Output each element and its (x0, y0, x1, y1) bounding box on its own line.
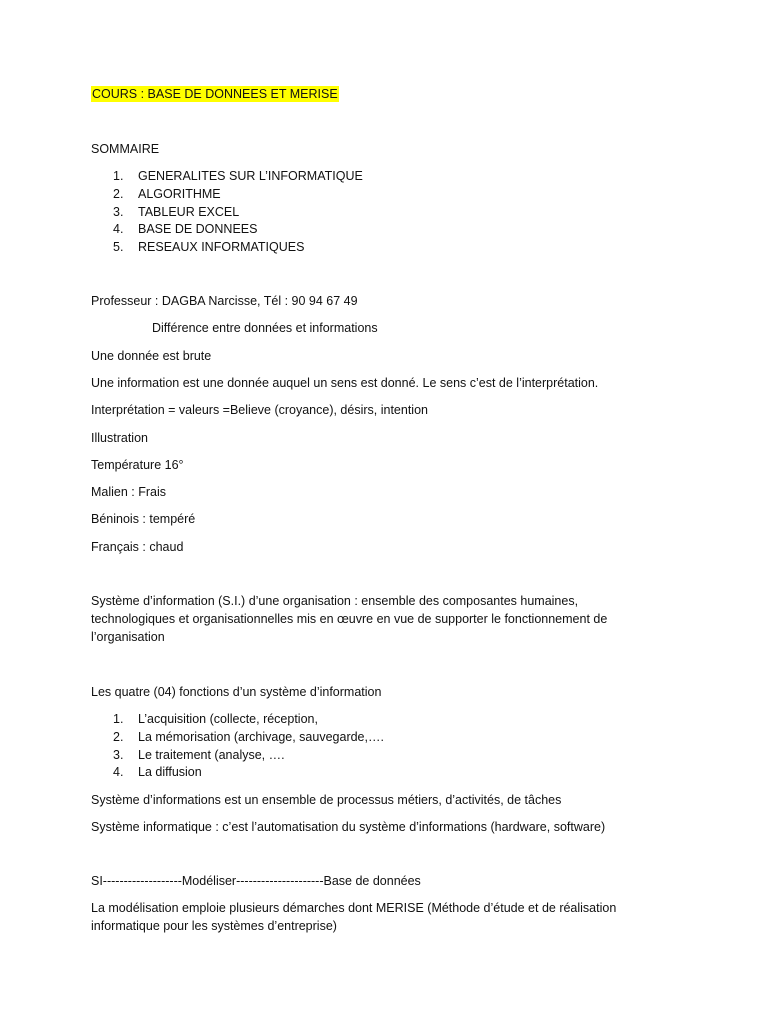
text-line-temperature: Température 16° (91, 458, 184, 472)
text-line-processus: Système d’informations est un ensemble de processus métiers, d’activités, de tâches (91, 793, 562, 807)
section-heading: Différence entre données et informations (152, 321, 378, 335)
text-line-donnee: Une donnée est brute (91, 349, 212, 363)
document-title (91, 86, 339, 102)
sommaire-heading: SOMMAIRE (91, 142, 160, 156)
professeur-line: Professeur : DAGBA Narcisse, Tél : 90 94 67 49 (91, 294, 358, 308)
text-line-malien: Malien : Frais (91, 485, 167, 499)
highlighted-title: COURS : BASE DE DONNEES ET MERISE (92, 87, 338, 101)
modelisation-paragraph: La modélisation emploie plusieurs démarches dont MERISE (Méthode d’étude et de réalisation informatique pour les systèmes d’entreprise) (91, 901, 617, 933)
text-line-interpretation: Interprétation = valeurs =Believe (croyance), désirs, intention (91, 403, 428, 417)
text-line-si-modeliser: SI-------------------Modéliser---------------------Base de données (91, 874, 421, 888)
text-line-systeme-informatique: Système informatique : c’est l’automatisation du système d’informations (hardware, software) (91, 820, 606, 834)
text-line-francais: Français : chaud (91, 540, 184, 554)
text-line-beninois: Béninois : tempéré (91, 512, 196, 526)
systeme-information-definition: Système d’information (S.I.) d’une organisation : ensemble des composantes humaines, technologiques et organisationnelles mis en œuvre en vue de supporter le fonctionnement de l’organisation (91, 594, 608, 644)
document-page: COURS : BASE DE DONNEES ET MERISE SOMMAIRE 1. GENERALITES SUR L’INFORMATIQUE 2. ALGORITHME 3. TABLEUR EXCEL 4. BASE DE DONNEES 5. RESEAUX INFORMATIQUES Professeur : DAGBA Narcisse, Tél : 90 94 67 49 Différence entre données et informations Une donnée est brute Une information est une donnée auquel un sens est donné. Le sens c’est de l’interprétation. Interprétation = valeurs =Believe (croyance), désirs, intention Illustration Température 16° Malien : Frais Béninois : tempéré Français : chaud Système d’information (S.I.) d’une organisation : ensemble des composantes humaines, technologiques et organisationnelles mis en œuvre en vue de supporter le fonctionnement de l’organisation Les quatre (04) fonctions d’un système d’information 1. L’acquisition (collecte, réception, 2. La mémorisation (archivage, sauvegarde,…. 3. Le traitement (analyse, …. 4. La diffusion Système d’informations est un ensemble de processus métiers, d’activités, de tâches Système informatique : c’est l’automatisation du système d’informations (hardware, software) SI-------------------Modéliser---------------------Base de données La modélisation emploie plusieurs démarches dont MERISE (Méthode d’étude et de réalisation informatique pour les systèmes d’entreprise) (0, 0, 768, 1024)
text-line-illustration: Illustration (91, 431, 148, 445)
text-line-information: Une information est une donnée auquel un sens est donné. Le sens c’est de l’interprétation. (91, 376, 599, 390)
fonctions-heading: Les quatre (04) fonctions d’un système d’information (91, 685, 382, 699)
